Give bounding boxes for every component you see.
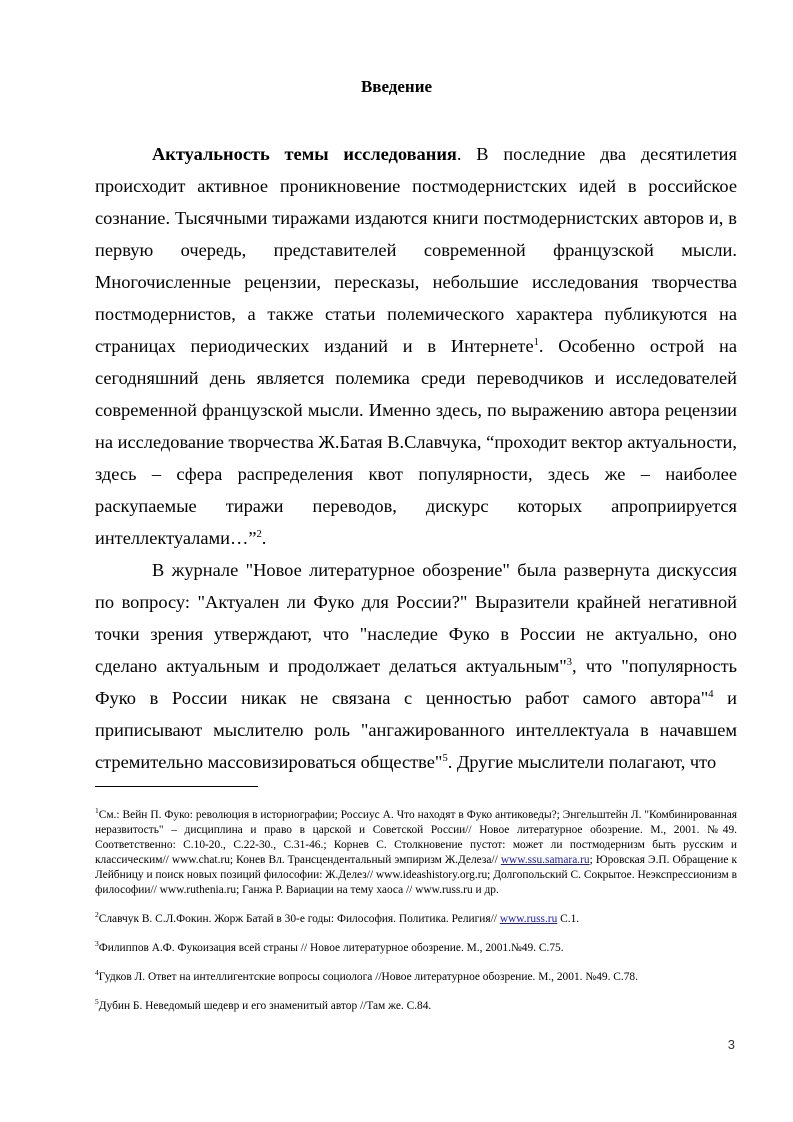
footnote-5 xyxy=(95,999,737,1014)
footnote-text: ; Юровская Э.П. Обращение к Лейбницу и поиск новых позиций философии: Ж.Делез// www.ideashistory.org.ru; Долгопольский С. Сокрытое. Неэкспрессионизм в философии// www.ruthenia.ru; Ганжа Р. Вариации на тему хаоса // www.russ.ru и др. xyxy=(95,854,738,896)
paragraph2-text-a: В журнале "Новое литературное обозрение" была развернута дискуссия по вопросу: "Актуален ли Фуко для России?" Выразители крайней негативной точки зрения утверждают, что "наследие Фуко в России не актуально, оно сделано актуальным и продолжает делаться актуальным" xyxy=(95,560,737,676)
paragraph1-text-c: . xyxy=(261,528,267,548)
footnote-ref-3[interactable]: 3 xyxy=(566,656,573,668)
footnote-text: Славчук В. С.Л.Фокин. Жорж Батай в 30-е годы: Философия. Политика. Религия// xyxy=(98,913,500,925)
footnote-text: Филиппов А.Ф. Фукоизация всей страны // Новое литературное обозрение. М., 2001.№49. С.75. xyxy=(98,942,564,954)
footnotes xyxy=(95,808,737,1014)
footnote-ref-5[interactable]: 5 xyxy=(442,752,448,764)
footnote-2 xyxy=(95,912,737,927)
footnote-ref-4[interactable]: 4 xyxy=(708,688,714,700)
footnote-text: См.: Вейн П. Фуко: революция в историографии; Россиус А. Что находят в Фуко антиковеды?; Энгельштейн Л. "Комбинированная неразвитость" – дисциплина и право в царской и Советской России// Новое литературное обозрение. М., 2001. №49. Соответственно: С.10-20., С.22-30., С.31-46.; Корнев С. Столкновение пустот: может ли постмодернизм быть русским и классическим// www.chat.ru; Конев Вл. Трансцендентальный эмпиризм Ж.Делеза// xyxy=(95,809,737,866)
body-text xyxy=(95,138,737,778)
footnote-number: 3 xyxy=(95,939,99,949)
paragraph1-text-a: . В последние два десятилетия происходит активное проникновение постмодернистских идей в российское сознание. Тысячными тиражами издаются книги постмодернистских авторов и, в первую очередь, представителей современной французской мысли. Многочисленные рецензии, пересказы, небольшие исследования творчества постмодернистов, а также статьи полемического характера публикуются на страницах периодических изданий и в Интернете xyxy=(95,144,737,356)
footnote-text: С.1. xyxy=(557,913,580,925)
footnote-divider xyxy=(95,786,258,787)
footnote-number: 1 xyxy=(95,806,99,816)
footnote-number: 4 xyxy=(95,968,99,978)
footnote-number: 5 xyxy=(95,997,99,1007)
footnote-ref-2[interactable]: 2 xyxy=(256,528,262,540)
paragraph2-text-b: , что "популярность Фуко в России никак не связана с ценностью работ самого автора" xyxy=(95,656,737,708)
relevance-heading: Актуальность темы исследования xyxy=(152,144,457,164)
footnote-text: Гудков Л. Ответ на интеллигентские вопросы социолога //Новое литературное обозрение. М., 2001. №49. С.78. xyxy=(98,971,638,983)
paragraph-relevance xyxy=(95,138,737,554)
paragraph-discussion xyxy=(95,554,737,778)
page-title: Введение xyxy=(360,77,433,96)
footnote-link[interactable]: www.ssu.samara.ru xyxy=(500,854,590,866)
paragraph2-text-c: и приписывают мыслителю роль "ангажированного интеллектуала в начавшем стремительно массовизироваться обществе" xyxy=(95,688,737,772)
paragraph2-text-d: . Другие мыслители полагают, что xyxy=(447,752,717,772)
footnote-link[interactable]: www.russ.ru xyxy=(499,913,558,925)
footnote-text: Дубин Б. Неведомый шедевр и его знаменитый автор //Там же. С.84. xyxy=(98,1000,432,1012)
footnote-number: 2 xyxy=(95,910,99,920)
footnote-4 xyxy=(95,970,737,985)
footnote-1 xyxy=(95,808,737,898)
paragraph1-text-b: . Особенно острой на сегодняшний день является полемика среди переводчиков и исследователей современной французской мысли. Именно здесь, по выражению автора рецензии на исследование творчества Ж.Батая В.Славчука, “проходит вектор актуальности, здесь – сфера распределения квот популярности, здесь же – наиболее раскупаемые тиражи переводов, дискурс которых апроприируется интеллектуалами…” xyxy=(95,336,737,548)
footnote-ref-1[interactable]: 1 xyxy=(533,336,539,348)
footnote-3 xyxy=(95,941,737,956)
page-number: 3 xyxy=(727,1037,735,1052)
